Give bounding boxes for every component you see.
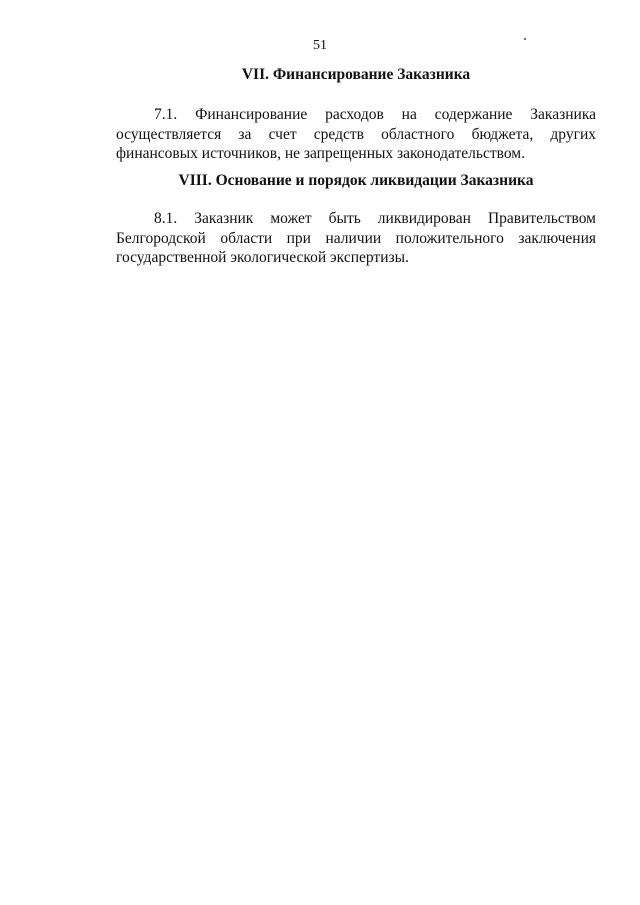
section-vii	[116, 65, 596, 164]
scan-speck	[524, 38, 526, 40]
paragraph-7-1: 7.1. Финансирование расходов на содержание Заказника осуществляется за счет средств областного бюджета, других финансовых источников, не запрещенных законодательством.	[116, 106, 596, 162]
page-number: 51	[313, 38, 327, 53]
paragraph-8-1: 8.1. Заказник может быть ликвидирован Правительством Белгородской области при наличии положительного заключения государственной экологической экспертизы.	[116, 210, 596, 266]
section-title-vii: VII. Финансирование Заказника	[241, 66, 471, 83]
section-title-viii: VIII. Основание и порядок ликвидации Заказника	[178, 172, 534, 189]
section-viii	[116, 171, 596, 268]
